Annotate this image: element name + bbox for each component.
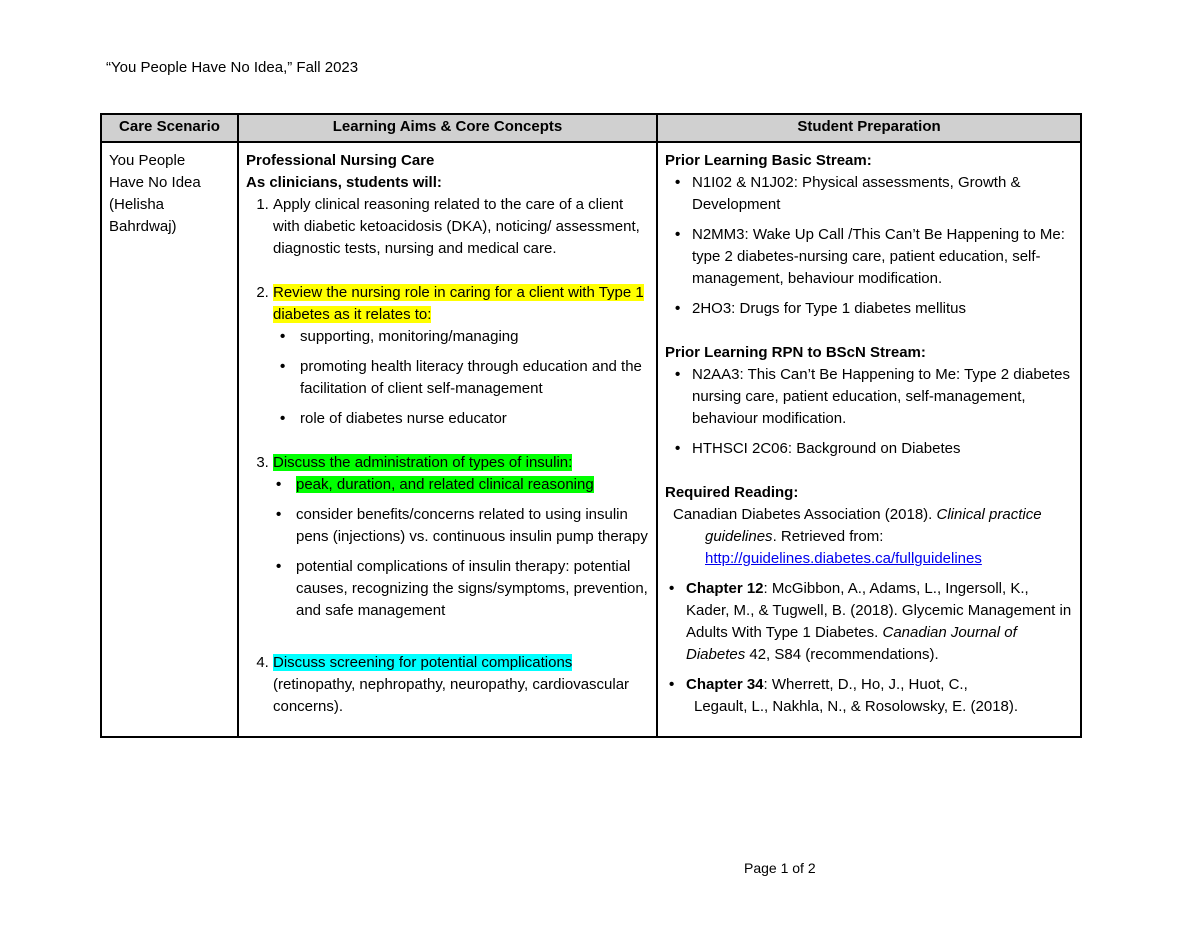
aim-text-highlighted: Review the nursing role in caring for a client with Type 1 diabetes as it relates to: <box>273 284 644 323</box>
list-item: • promoting health literacy through education and the facilitation of client self-management <box>300 356 649 400</box>
reading-title-cont: guidelines <box>705 528 773 545</box>
chapter-list <box>665 578 1073 718</box>
aim-text-rest: (retinopathy, nephropathy, neuropathy, cardiovascular concerns). <box>273 676 630 715</box>
list-item <box>296 474 649 496</box>
rpn-stream-heading: Prior Learning RPN to BScN Stream: <box>665 344 926 361</box>
table-row <box>101 142 1081 737</box>
chapter-text-cont: Legault, L., Nakhla, N., & Rosolowsky, E. (2018). <box>694 698 1019 715</box>
required-reading-heading: Required Reading: <box>665 484 799 501</box>
reading-title: Clinical practice <box>936 506 1042 523</box>
reading-citation <box>665 504 1073 526</box>
list-item: • consider benefits/concerns related to using insulin pens (injections) vs. continuous insulin pump therapy <box>296 504 649 548</box>
list-item: • potential complications of insulin therapy: potential causes, recognizing the signs/symptoms, prevention, and safe management <box>296 556 649 622</box>
aim-text-highlighted: Discuss the administration of types of insulin: <box>273 454 573 471</box>
column-header-care-scenario: Care Scenario <box>101 114 238 142</box>
chapter-item-12 <box>686 578 1073 666</box>
care-scenario-cell <box>101 142 238 737</box>
reading-link-row <box>665 548 1073 570</box>
column-header-student-preparation: Student Preparation <box>657 114 1081 142</box>
scenario-line: (Helisha <box>109 196 165 213</box>
aims-list <box>246 194 649 718</box>
list-item: • N2MM3: Wake Up Call /This Can’t Be Happening to Me: type 2 diabetes-nursing care, patient education, self-management, behaviour modification. <box>692 224 1073 290</box>
aim-item-4 <box>273 652 649 718</box>
care-scenario-table <box>100 113 1082 738</box>
chapter-text: : Wherrett, D., Ho, J., Huot, C., <box>763 676 968 693</box>
reading-citation-cont <box>665 526 1073 548</box>
column-header-learning-aims: Learning Aims & Core Concepts <box>238 114 657 142</box>
learning-aims-cell <box>238 142 657 737</box>
chapter-journal: Canadian Journal of Diabetes <box>686 624 1017 663</box>
page-number: Page 1 of 2 <box>744 860 816 876</box>
list-item-highlighted: peak, duration, and related clinical reasoning <box>296 476 594 493</box>
list-item: • supporting, monitoring/managing <box>300 326 649 348</box>
aim-item-2 <box>273 282 649 430</box>
reading-intro: Canadian Diabetes Association (2018). <box>673 506 933 523</box>
chapter-label: Chapter 34 <box>686 676 764 693</box>
rpn-stream-list <box>665 364 1073 460</box>
scenario-line: You People <box>109 152 186 169</box>
scenario-line: Bahrdwaj) <box>109 218 177 235</box>
aim-text: Apply clinical reasoning related to the care of a client with diabetic ketoacidosis (DKA), noticing/ assessment, diagnostic tests, nursing and medical care. <box>273 196 640 257</box>
document-title: “You People Have No Idea,” Fall 2023 <box>106 59 359 76</box>
list-item: • N2AA3: This Can’t Be Happening to Me: Type 2 diabetes nursing care, patient education, self-management, behaviour modification. <box>692 364 1073 430</box>
aim-2-bullets <box>273 326 649 430</box>
chapter-label: Chapter 12 <box>686 580 764 597</box>
student-preparation-cell <box>657 142 1081 737</box>
aims-subheading: As clinicians, students will: <box>246 174 442 191</box>
chapter-text: : McGibbon, A., Adams, L., Ingersoll, K., Kader, M., & Tugwell, B. (2018). Glycemic Management in Adults With Type 1 Diabetes. <box>686 580 1072 641</box>
guidelines-link[interactable]: http://guidelines.diabetes.ca/fullguidelines <box>705 550 982 567</box>
aim-3-bullets <box>273 474 649 622</box>
list-item: • HTHSCI 2C06: Background on Diabetes <box>692 438 1073 460</box>
list-item: • 2HO3: Drugs for Type 1 diabetes mellitus <box>692 298 1073 320</box>
aims-heading: Professional Nursing Care <box>246 152 435 169</box>
chapter-item-34 <box>686 674 1073 718</box>
list-item: • role of diabetes nurse educator <box>300 408 649 430</box>
chapter-after: 42, S84 (recommendations). <box>745 646 939 663</box>
list-item: • N1I02 & N1J02: Physical assessments, Growth & Development <box>692 172 1073 216</box>
basic-stream-list <box>665 172 1073 320</box>
basic-stream-heading: Prior Learning Basic Stream: <box>665 152 872 169</box>
reading-retrieved: . Retrieved from: <box>772 528 884 545</box>
table-header-row <box>101 114 1081 142</box>
scenario-line: Have No Idea <box>109 174 201 191</box>
aim-text-highlighted: Discuss screening for potential complications <box>273 654 573 671</box>
aim-item-3 <box>273 452 649 622</box>
aim-item-1 <box>273 194 649 260</box>
